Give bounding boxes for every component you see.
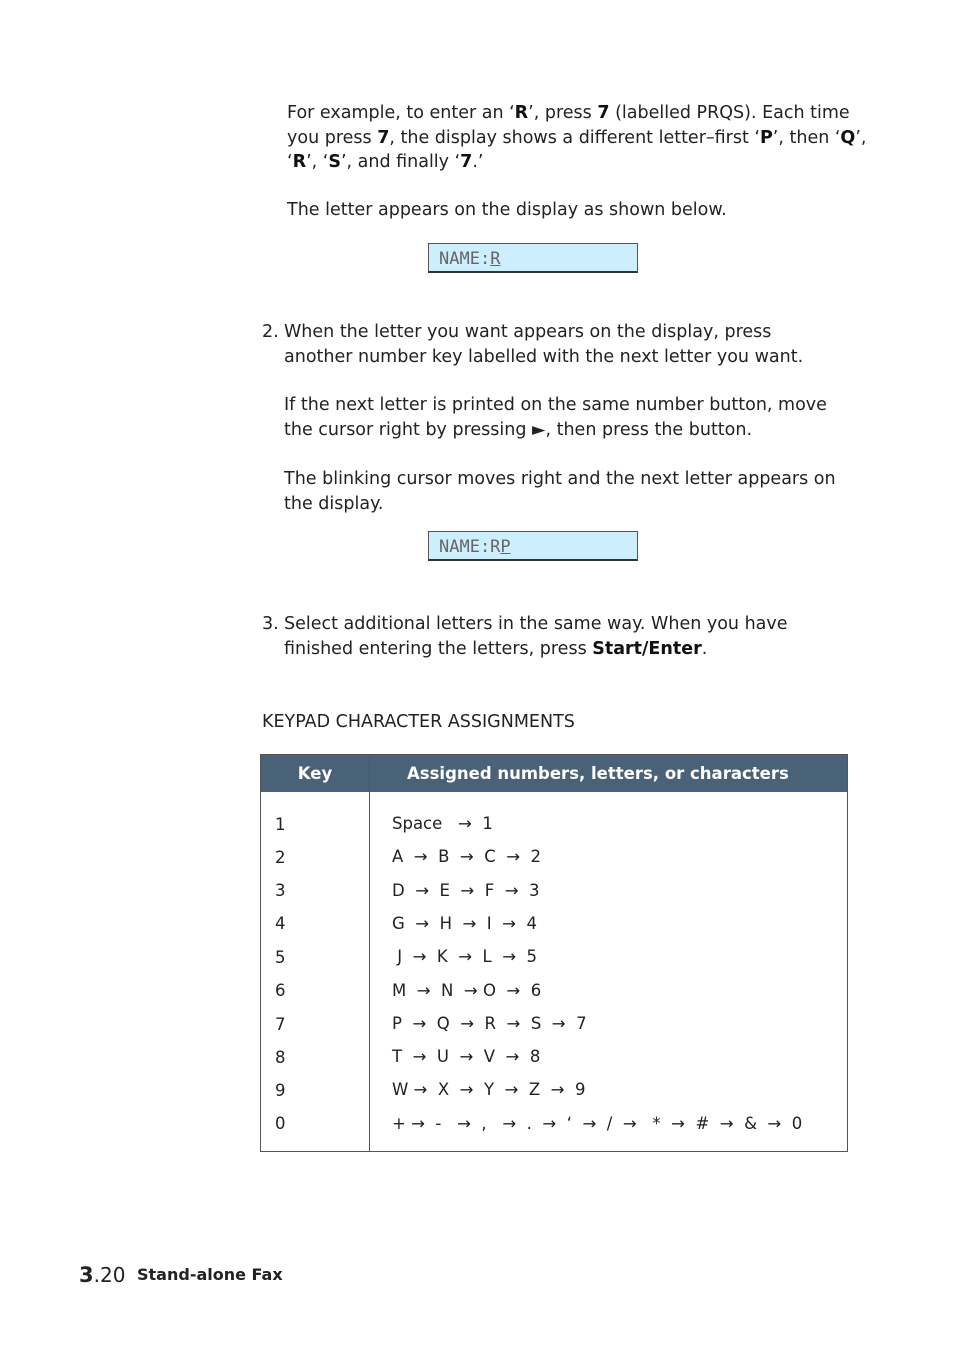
table-row-assigned: + → - → , → . → ‘ → / → * → # → & → 0	[392, 1114, 803, 1133]
letter-appears-text: The letter appears on the display as shown below.	[287, 200, 727, 220]
table-row-key: 1	[275, 815, 286, 834]
table-row-assigned: A → B → C → 2	[392, 847, 542, 866]
lcd-cursor: P	[500, 537, 511, 557]
chapter-title: Stand-alone Fax	[137, 1265, 283, 1284]
page-number: 3.20	[79, 1263, 126, 1287]
table-row-assigned: G → H → I → 4	[392, 914, 537, 933]
step-2-blink-text: The blinking cursor moves right and the next letter appears on the display.	[284, 469, 836, 514]
header-assigned: Assigned numbers, letters, or characters	[407, 764, 789, 783]
table-row-assigned: J → K → L → 5	[392, 947, 538, 966]
table-row-key: 4	[275, 914, 286, 933]
table-header	[261, 755, 847, 792]
table-row-key: 2	[275, 848, 286, 867]
keypad-table	[260, 754, 848, 1152]
step-2-text: When the letter you want appears on the display, press another number key labelled with the next letter you want.	[284, 322, 804, 367]
table-row-assigned: P → Q → R → S → 7	[392, 1014, 587, 1033]
lcd-cursor: R	[490, 249, 501, 269]
table-row-assigned: Space → 1	[392, 814, 493, 833]
column-divider	[369, 755, 370, 1151]
lcd-display-2	[428, 531, 638, 561]
table-row-key: 9	[275, 1081, 286, 1100]
table-row-assigned: M → N → O → 6	[392, 981, 542, 1000]
table-row-key: 3	[275, 881, 286, 900]
table-row-assigned: W → X → Y → Z → 9	[392, 1080, 586, 1099]
lcd-prefix: NAME:	[439, 249, 491, 269]
table-row-key: 0	[275, 1114, 286, 1133]
lcd-display-1	[428, 243, 638, 273]
header-key: Key	[297, 764, 333, 783]
step-3-text: Select additional letters in the same way. When you have finished entering the letters, press Start/Enter.	[284, 614, 788, 659]
step-3-number: 3.	[262, 614, 279, 634]
table-row-assigned: D → E → F → 3	[392, 881, 540, 900]
table-row-key: 6	[275, 981, 286, 1000]
step-2-number: 2.	[262, 322, 279, 342]
table-title: KEYPAD CHARACTER ASSIGNMENTS	[262, 712, 575, 732]
table-row-assigned: T → U → V → 8	[392, 1047, 541, 1066]
example-paragraph: For example, to enter an ‘R’, press 7 (labelled PRQS). Each time you press 7, the display shows a different letter–first ‘P’, then ‘Q’, ‘R’, ‘S’, and finally ‘7.’	[287, 103, 867, 172]
step-2-cursor-text: If the next letter is printed on the same number button, move the cursor right by pressing ►, then press the button.	[284, 395, 827, 440]
table-row-key: 7	[275, 1015, 286, 1034]
table-row-key: 8	[275, 1048, 286, 1067]
table-row-key: 5	[275, 948, 286, 967]
lcd-prefix: NAME:R	[439, 537, 501, 557]
